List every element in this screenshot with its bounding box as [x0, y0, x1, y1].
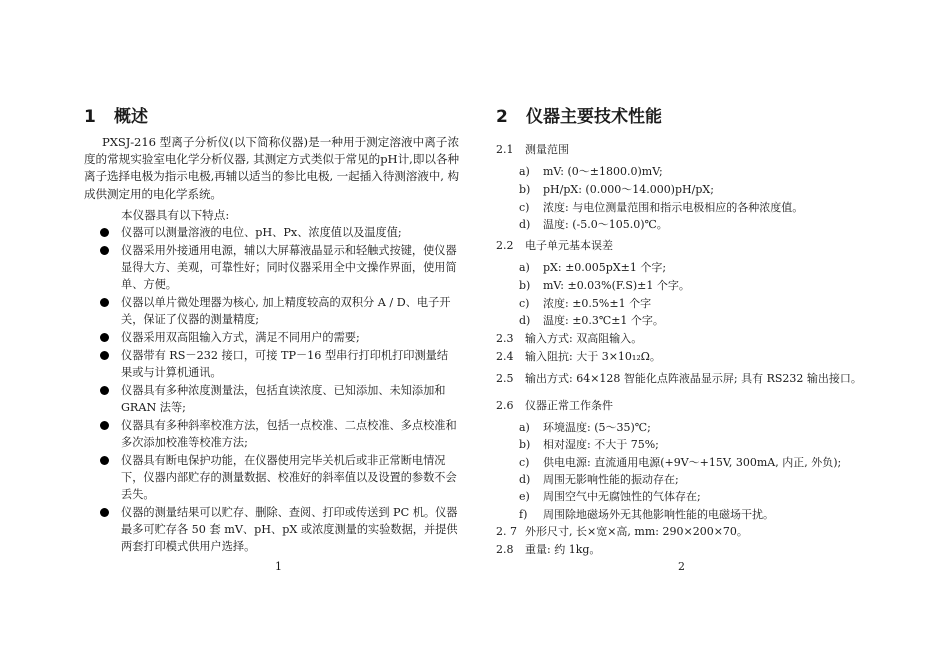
bullet-icon [100, 508, 109, 517]
page-number: 2 [678, 560, 685, 573]
list-item: f) 周围除地磁场外无其他影响性能的电磁场干扰。 [519, 508, 774, 521]
feature-list [84, 224, 459, 556]
section-2-5: 2.5 输出方式: 64×128 智能化点阵液晶显示屏; 具有 RS232 输出接口。 [496, 372, 862, 385]
bullet-icon [100, 298, 109, 307]
section-2-1: 2.1 测量范围 [496, 143, 569, 156]
section-2-4: 2.4 输入阻抗: 大于 3×10₁₂Ω。 [496, 350, 661, 363]
list-item: a) pX: ±0.005pX±1 个字; [519, 261, 667, 274]
list-item: 仪器具有多种斜率校准方法，包括一点校准、二点校准、多点校准和多次添加校准等校准方法; [84, 417, 459, 451]
section-2-7: 2. 7 外形尺寸, 长×宽×高, mm: 290×200×70。 [496, 525, 748, 538]
list-item: 仪器的测量结果可以贮存、删除、查阅、打印或传送到 PC 机。仪器最多可贮存各 50 套 mV、pH、pX 或浓度测量的实验数据，并提供两套打印模式供用户选择。 [84, 504, 459, 556]
section-2-8: 2.8 重量: 约 1kg。 [496, 543, 601, 556]
list-item: 仪器带有 RS－232 接口，可接 TP－16 型串行打印机打印测量结果或与计算机通讯。 [84, 347, 459, 381]
bullet-icon [100, 421, 109, 430]
list-item: d) 温度: ±0.3℃±1 个字。 [519, 314, 664, 327]
list-item: e) 周围空气中无腐蚀性的气体存在; [519, 490, 701, 503]
list-item: 仪器采用外接通用电源，辅以大屏幕液晶显示和轻触式按键，使仪器显得大方、美观，可靠性好；同时仪器采用全中文操作界面，使用简单、方便。 [84, 242, 459, 294]
list-item: b) mV: ±0.03%(F.S)±1 个字。 [519, 279, 690, 292]
list-item: c) 浓度: 与电位测量范围和指示电极相应的各种浓度值。 [519, 201, 804, 214]
left-page [84, 0, 459, 672]
heading-title: 仪器主要技术性能 [526, 107, 662, 127]
list-item: d) 温度: (-5.0～105.0)℃。 [519, 218, 668, 231]
list-item: 仪器以单片微处理器为核心, 加上精度较高的双积分 A / D、电子开关，保证了仪器的测量精度; [84, 294, 459, 328]
heading-title: 概述 [114, 107, 148, 127]
section-heading-overview [84, 102, 148, 127]
page-number: 1 [275, 560, 282, 573]
right-page [496, 0, 876, 672]
heading-number: 1 [84, 107, 96, 127]
bullet-icon [100, 456, 109, 465]
list-item: 仪器具有断电保护功能，在仪器使用完毕关机后或非正常断电情况下，仪器内部贮存的测量数据、校准好的斜率值以及设置的参数不会丢失。 [84, 452, 459, 504]
bullet-icon [100, 228, 109, 237]
list-item: 仪器可以测量溶液的电位、pH、Px、浓度值以及温度值; [84, 224, 459, 241]
list-item: b) 相对湿度: 不大于 75%; [519, 438, 659, 451]
list-item: a) mV: (0～±1800.0)mV; [519, 165, 663, 178]
features-intro: 本仪器具有以下特点: [121, 208, 230, 222]
section-2-2: 2.2 电子单元基本误差 [496, 239, 613, 252]
bullet-icon [100, 333, 109, 342]
section-2-6: 2.6 仪器正常工作条件 [496, 399, 613, 412]
list-item: d) 周围无影响性能的振动存在; [519, 473, 679, 486]
heading-number: 2 [496, 107, 508, 127]
list-item: a) 环境温度: (5～35)℃; [519, 421, 651, 434]
section-2-3: 2.3 输入方式: 双高阻输入。 [496, 332, 643, 345]
bullet-icon [100, 246, 109, 255]
list-item: c) 浓度: ±0.5%±1 个字 [519, 297, 652, 310]
intro-paragraph: PXSJ-216 型离子分析仪(以下简称仪器)是一种用于测定溶液中离子浓度的常规实验室电化学分析仪器, 其测定方式类似于常见的pH计,即以各种离子选择电极为指示电极,再辅以适当的参比电极, 一起插入待测溶液中, 构成供测定用的电化学系统。 [84, 135, 459, 201]
section-heading-specs [496, 102, 662, 127]
list-item: 仪器采用双高阻输入方式，满足不同用户的需要; [84, 329, 459, 346]
list-item: 仪器具有多种浓度测量法，包括直读浓度、已知添加、未知添加和 GRAN 法等; [84, 382, 459, 416]
list-item: b) pH/pX: (0.000～14.000)pH/pX; [519, 183, 714, 196]
bullet-icon [100, 351, 109, 360]
list-item: c) 供电电源: 直流通用电源(+9V～+15V, 300mA, 内正, 外负); [519, 456, 842, 469]
bullet-icon [100, 386, 109, 395]
